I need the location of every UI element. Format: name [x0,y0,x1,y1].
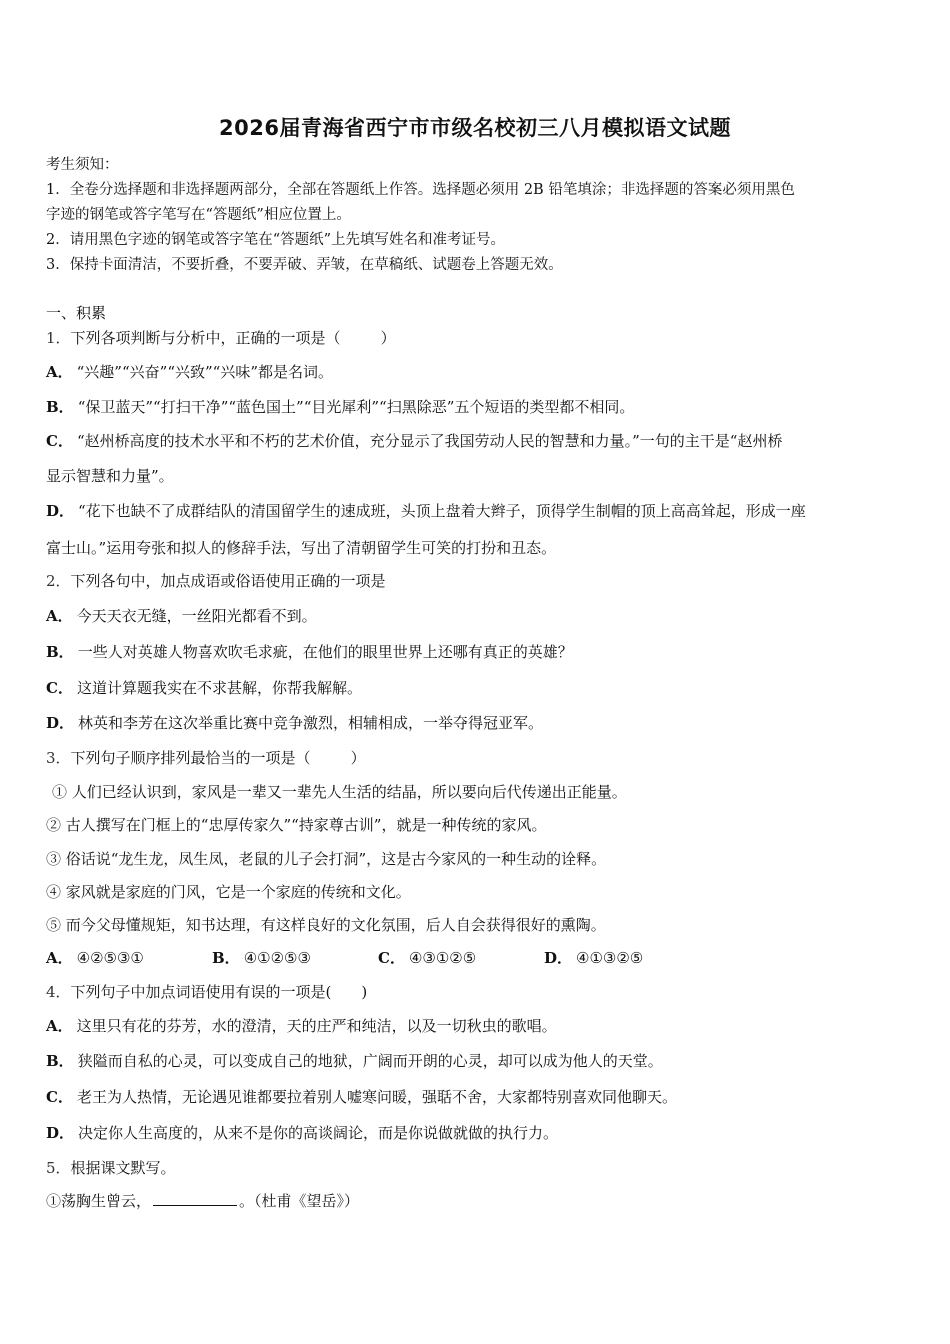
question-text: 下列句子中加点词语使用有误的一项是( [70,983,332,1001]
question-1-option-a [46,361,904,382]
question-1-option-d-cont: 富士山。”运用夸张和拟人的修辞手法，写出了清朝留学生可笑的打扮和丑态。 [46,539,557,557]
question-3-option-d [544,947,643,968]
option-text: “保卫蓝天”“打扫干净”“蓝色国土”“目光犀利”“扫黑除恶”五个短语的类型都不相同。 [77,398,635,416]
option-text: ④①②⑤③ [243,949,311,967]
question-4-stem [46,981,904,1002]
option-label: A． [46,949,73,967]
question-5-item-1 [46,1190,904,1211]
sentence-2: ② 古人撰写在门框上的“忠厚传家久”“持家尊古训”，就是一种传统的家风。 [46,816,547,834]
sentence-1: ① 人们已经认识到，家风是一辈又一辈先人生活的结晶，所以要向后代传递出正能量。 [52,783,627,801]
notice-line: 字迹的钢笔或答字笔写在“答题纸”相应位置上。 [46,207,351,223]
option-label: B． [212,949,240,967]
option-label: C． [46,679,73,697]
sentence-4: ④ 家风就是家庭的门风，它是一个家庭的传统和文化。 [46,883,411,901]
option-text: 一些人对英雄人物喜欢吹毛求疵，在他们的眼里世界上还哪有真正的英雄？ [77,643,573,661]
recitation-prefix: ①荡胸生曾云， [46,1192,152,1210]
question-1-stem [46,327,904,348]
question-3-option-b [212,947,378,968]
option-text: 这道计算题我实在不求甚解，你帮我解解。 [76,679,362,697]
option-text: 决定你人生高度的，从来不是你的高谈阔论，而是你说做就做的执行力。 [78,1124,559,1142]
option-label: C． [378,949,405,967]
option-label: C． [46,432,73,450]
option-label: B． [46,398,74,416]
option-text: ④①③②⑤ [576,949,644,967]
answer-paren-close: ） [350,749,366,767]
notice-line: 3．保持卡面清洁，不要折叠，不要弄破、弄皱，在草稿纸、试题卷上答题无效。 [46,257,563,273]
exam-title: 2026届青海省西宁市市级名校初三八月模拟语文试题 [219,116,731,140]
option-label: A． [46,1017,73,1035]
question-2-option-c [46,677,904,698]
question-number: 1． [46,329,71,347]
section-heading: 一、积累 [46,304,107,322]
option-text: 这里只有花的芬芳，水的澄清，天的庄严和纯洁，以及一切秋虫的歌唱。 [76,1017,557,1035]
notice-line: 1．全卷分选择题和非选择题两部分，全部在答题纸上作答。选择题必须用 2B 铅笔填涂；非选择题的答案必须用黑色 [46,182,795,198]
question-1-option-b [46,396,904,417]
option-label: A． [46,363,73,381]
question-1-option-c-cont: 显示智慧和力量”。 [46,467,174,485]
question-2-option-d [46,712,904,733]
question-number: 2． [46,572,71,590]
question-number: 3． [46,749,71,767]
question-2-option-b [46,641,904,662]
option-label: A． [46,607,73,625]
question-3-option-c [378,947,544,968]
question-4-option-a [46,1015,904,1036]
option-text: 今天天衣无缝，一丝阳光都看不到。 [76,607,317,625]
answer-blank[interactable] [153,1191,237,1206]
question-3-options [46,947,904,968]
question-1-option-c [46,430,904,451]
question-text: 下列各项判断与分析中，正确的一项是（ [70,329,341,347]
sentence-3: ③ 俗话说“龙生龙，凤生凤，老鼠的儿子会打洞”，这是古今家风的一种生动的诠释。 [46,850,607,868]
option-label: D． [46,1124,75,1142]
option-label: B． [46,643,74,661]
question-2-stem [46,570,904,591]
question-1-option-d [46,500,904,521]
option-text: 老王为人热情，无论遇见谁都要拉着别人嘘寒问暖，强聒不舍，大家都特别喜欢同他聊天。 [76,1088,677,1106]
question-4-option-b [46,1050,904,1071]
option-text: 林英和李芳在这次举重比赛中竞争激烈，相辅相成，一举夺得冠亚军。 [78,714,544,732]
option-label: C． [46,1088,73,1106]
question-3-stem [46,747,904,768]
question-5-stem [46,1157,904,1178]
option-label: D． [46,714,75,732]
question-text: 下列各句中，加点成语或俗语使用正确的一项是 [70,572,386,590]
question-number: 4． [46,983,71,1001]
question-text: 下列句子顺序排列最恰当的一项是（ [70,749,311,767]
option-text: 狭隘而自私的心灵，可以变成自己的地狱，广阔而开朗的心灵，却可以成为他人的天堂。 [77,1052,663,1070]
option-text: ④②⑤③① [76,949,144,967]
option-label: D． [46,502,75,520]
question-number: 5． [46,1159,71,1177]
option-text: “花下也缺不了成群结队的清国留学生的速成班，头顶上盘着大辫子，顶得学生制帽的顶上高高耸起，形成一座 [78,502,806,520]
option-label: D． [544,949,573,967]
option-label: B． [46,1052,74,1070]
question-4-option-c [46,1086,904,1107]
question-3-option-a [46,947,212,968]
question-2-option-a [46,605,904,626]
option-text: “兴趣”“兴奋”“兴致”“兴味”都是名词。 [76,363,333,381]
notice-heading: 考生须知： [46,157,119,173]
notice-line: 2．请用黑色字迹的钢笔或答字笔在“答题纸”上先填写姓名和准考证号。 [46,232,506,248]
recitation-suffix: 。（杜甫《望岳》） [239,1192,360,1210]
answer-paren-close: ） [380,329,396,347]
question-text: 根据课文默写。 [70,1159,176,1177]
question-4-option-d [46,1122,904,1143]
option-text: ④③①②⑤ [408,949,477,967]
answer-paren-close: ) [361,983,368,1001]
sentence-5: ⑤ 而今父母懂规矩，知书达理，有这样良好的文化氛围，后人自会获得很好的熏陶。 [46,916,606,934]
option-text: “赵州桥高度的技术水平和不朽的艺术价值，充分显示了我国劳动人民的智慧和力量。”一句的主干是“赵州桥 [76,432,783,450]
